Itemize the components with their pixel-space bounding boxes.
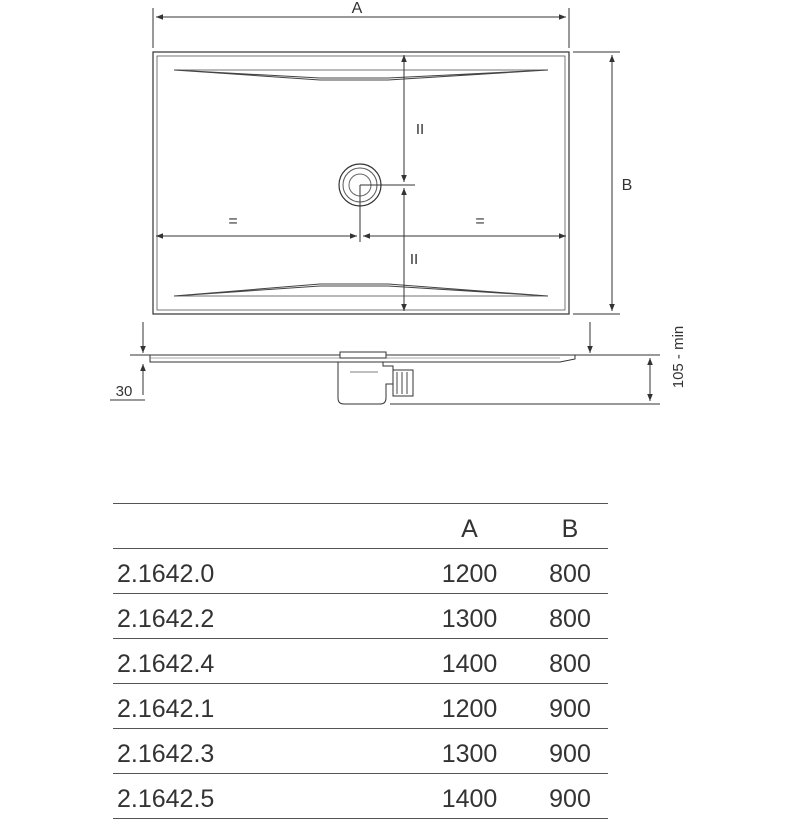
table-row (113, 774, 608, 819)
row-a: 1200 (347, 684, 532, 729)
row-b: 900 (532, 774, 608, 819)
table-row (113, 639, 608, 684)
row-code: 2.1642.3 (113, 729, 347, 774)
equal-mark-left: = (228, 213, 238, 230)
thickness-label: 30 (115, 383, 133, 400)
bottom-channel (174, 284, 548, 296)
dimension-a-label: A (351, 0, 363, 17)
equal-mark-bottom: II (409, 251, 419, 268)
row-a: 1300 (347, 594, 532, 639)
table-row (113, 684, 608, 729)
table-header-row (113, 504, 608, 549)
row-b: 900 (532, 684, 608, 729)
thickness-dimension (110, 322, 150, 400)
row-b: 800 (532, 639, 608, 684)
table-row (113, 729, 608, 774)
dimension-b-label: B (621, 177, 633, 194)
row-a: 1200 (347, 549, 532, 594)
dimension-table (113, 503, 608, 819)
vertical-equal-dimension (404, 55, 424, 311)
table-row (113, 549, 608, 594)
dimension-a-top (153, 0, 569, 48)
dimension-b-right (573, 52, 632, 314)
row-code: 2.1642.5 (113, 774, 347, 819)
equal-mark-right: = (475, 213, 485, 230)
row-code: 2.1642.2 (113, 594, 347, 639)
table-row (113, 594, 608, 639)
header-a: A (347, 504, 532, 549)
row-code: 2.1642.1 (113, 684, 347, 729)
row-a: 1300 (347, 729, 532, 774)
row-b: 800 (532, 549, 608, 594)
row-b: 900 (532, 729, 608, 774)
tray-side-view (150, 352, 575, 404)
siphon (338, 362, 393, 404)
equal-mark-top: II (415, 121, 425, 138)
top-channel (174, 70, 548, 80)
row-a: 1400 (347, 639, 532, 684)
outlet-height-label: 105 - min (670, 325, 687, 389)
horizontal-equal-dimension (156, 213, 566, 236)
outlet-height-dimension (390, 322, 687, 404)
row-a: 1400 (347, 774, 532, 819)
row-code: 2.1642.4 (113, 639, 347, 684)
header-code (113, 504, 347, 549)
header-b: B (532, 504, 608, 549)
row-b: 800 (532, 594, 608, 639)
row-code: 2.1642.0 (113, 549, 347, 594)
